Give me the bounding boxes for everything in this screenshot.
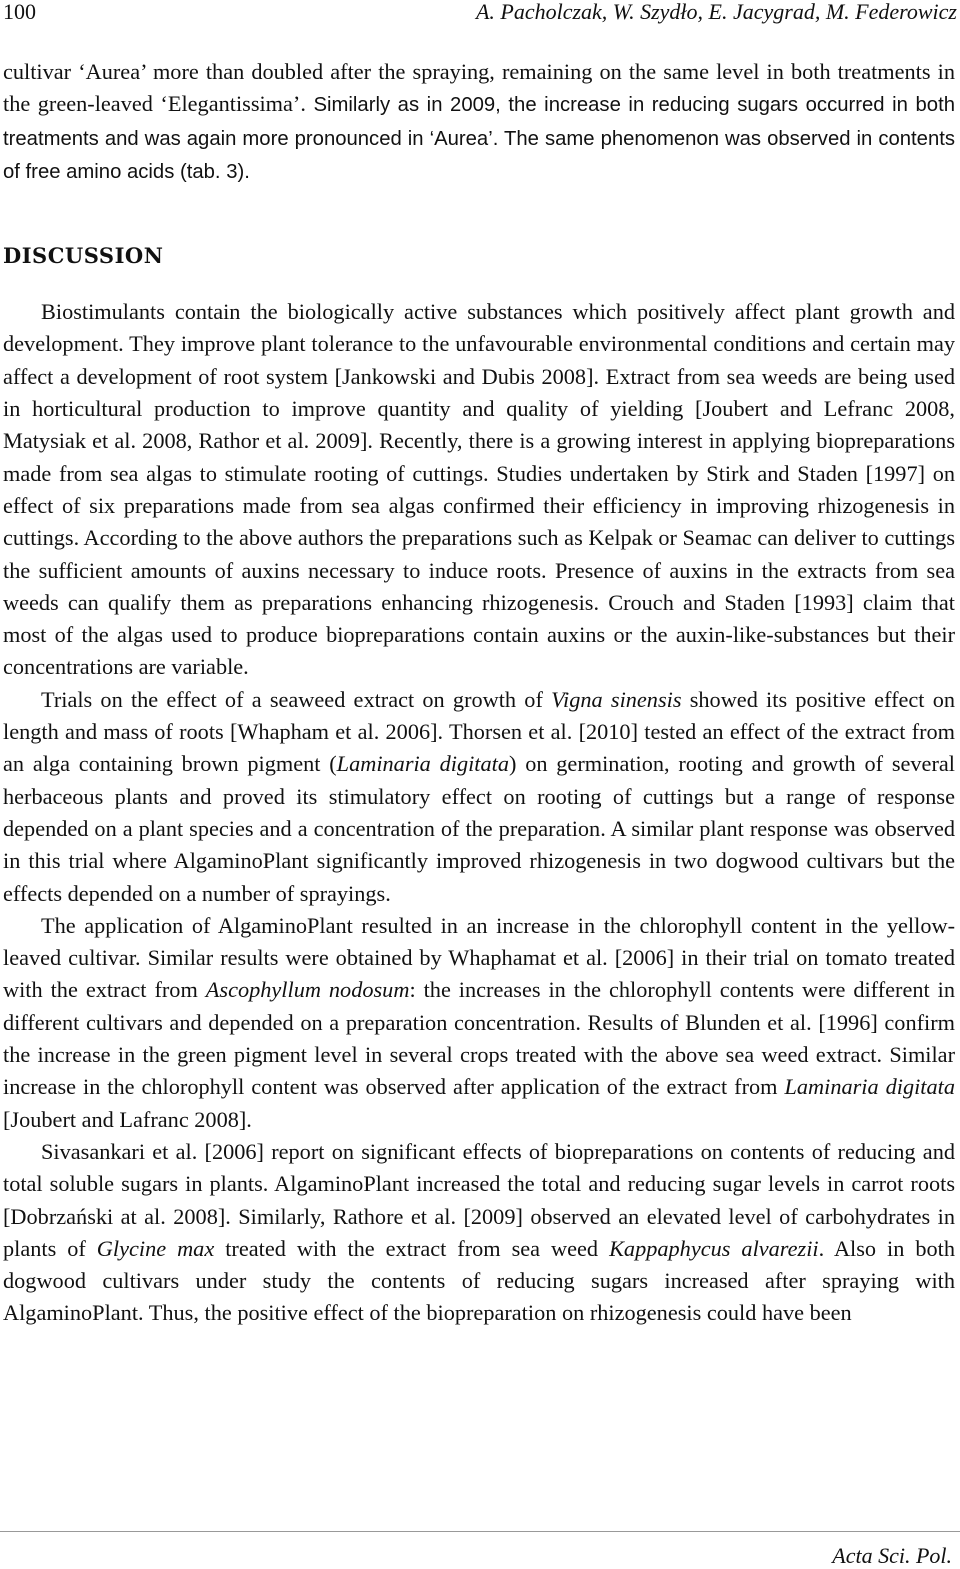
page-body xyxy=(3,56,955,1330)
paragraph-4-text-b: treated with the extract from sea weed xyxy=(214,1235,610,1261)
paragraph-4-text-a: Sivasankari et al. [2006] report on significant effects of biopreparations on contents of reducing and total soluble sugars in plants. AlgaminoPlant increased the total and reducing sugar levels in carrot roots [Dobrzański at al. 2008]. Similarly, Rathore et al. [2009] observed an elevated level of carbohydrates in plants of xyxy=(3,1138,955,1261)
intro-paragraph xyxy=(3,56,955,188)
discussion-paragraph-3 xyxy=(3,910,955,1136)
paragraph-2-text-c: ) on germination, rooting and growth of several herbaceous plants and proved its stimulatory effect on rooting of cuttings but a range of response depended on a plant species and a concentration of the preparation. A similar plant response was observed in this trial where AlgaminoPlant significantly improved rhizogenesis in two dogwood cultivars but the effects depended on a number of sprayings. xyxy=(3,751,955,906)
species-name: Laminaria digitata xyxy=(784,1074,955,1100)
page-number: 100 xyxy=(3,0,36,24)
running-header-authors: A. Pacholczak, W. Szydło, E. Jacygrad, M. Federowicz xyxy=(475,0,957,24)
species-name: Glycine max xyxy=(96,1235,215,1261)
section-heading: DISCUSSION xyxy=(3,243,164,269)
discussion-paragraph-2 xyxy=(3,684,955,910)
paragraph-1-text: Biostimulants contain the biologically active substances which positively affect plant growth and development. They improve plant tolerance to the unfavourable environmental conditions and certain may affect a development of root system [Jankowski and Dubis 2008]. Extract from sea weeds are being used in horticultural production to improve quantity and quality of yielding [Joubert and Lefranc 2008, Matysiak et al. 2008, Rathor et al. 2009]. Recently, there is a growing interest in applying biopreparations made from sea algas to stimulate rooting of cuttings. Studies undertaken by Stirk and Staden [1997] on effect of six preparations made from sea algas confirmed their efficiency in improving rhizogenesis in cuttings. According to the above authors the preparations such as Kelpak or Seamac can deliver to cuttings the sufficient amounts of auxins necessary to induce roots. Presence of auxins in the extracts from sea weeds can qualify them as preparations enhancing rhizogenesis. Crouch and Staden [1993] claim that most of the algas used to produce biopreparations contain auxins or the auxin-like-substances but their concentrations are variable. xyxy=(3,299,955,680)
species-name: Laminaria digitata xyxy=(336,751,509,777)
footer-divider xyxy=(0,1531,960,1532)
paragraph-3-text-a: The application of AlgaminoPlant resulted in an increase in the chlorophyll content in the yellow-leaved cultivar. Similar results were obtained by Whaphamat et al. [2006] in their trial on tomato treated with the extract from xyxy=(3,912,955,1003)
intro-text-sans: Similarly as in 2009, the increase in reducing sugars occurred in both treatments and was again more pronounced in ‘Aurea’. The same phenomenon was observed in contents of free amino acids (tab. 3). xyxy=(3,94,955,183)
paragraph-4-text-c: . Also in both dogwood cultivars under study the contents of reducing sugars increased after spraying with AlgaminoPlant. Thus, the positive effect of the biopreparation on rhizogenesis could have been xyxy=(3,1235,955,1326)
paragraph-2-text-b: showed its positive effect on length and mass of roots [Whapham et al. 2006]. Thorsen et al. [2010] tested an effect of the extract from an alga containing brown pigment ( xyxy=(3,686,955,777)
species-name: Vigna sinensis xyxy=(551,686,682,712)
paragraph-3-text-b: : the increases in the chlorophyll contents were different in different cultivars and depended on a preparation concentration. Results of Blunden et al. [1996] confirm the increase in the green pigment level in several crops treated with the above sea weed extract. Similar increase in the chlorophyll content was observed after application of the extract from xyxy=(3,977,956,1100)
intro-text-serif: cultivar ‘Aurea’ more than doubled after the spraying, remaining on the same level in both treatments in the green-leaved ‘Elegantissima’. xyxy=(3,59,955,117)
paragraph-3-text-c: [Joubert and Lafranc 2008]. xyxy=(3,1106,252,1132)
discussion-paragraph-4 xyxy=(3,1136,955,1330)
journal-name: Acta Sci. Pol. xyxy=(832,1543,952,1568)
paragraph-2-text-a: Trials on the effect of a seaweed extract on growth of xyxy=(41,686,552,712)
species-name: Kappaphycus alvarezii xyxy=(609,1235,819,1261)
species-name: Ascophyllum nodosum xyxy=(205,977,410,1003)
running-header xyxy=(3,0,957,24)
discussion-paragraph-1 xyxy=(3,296,955,684)
